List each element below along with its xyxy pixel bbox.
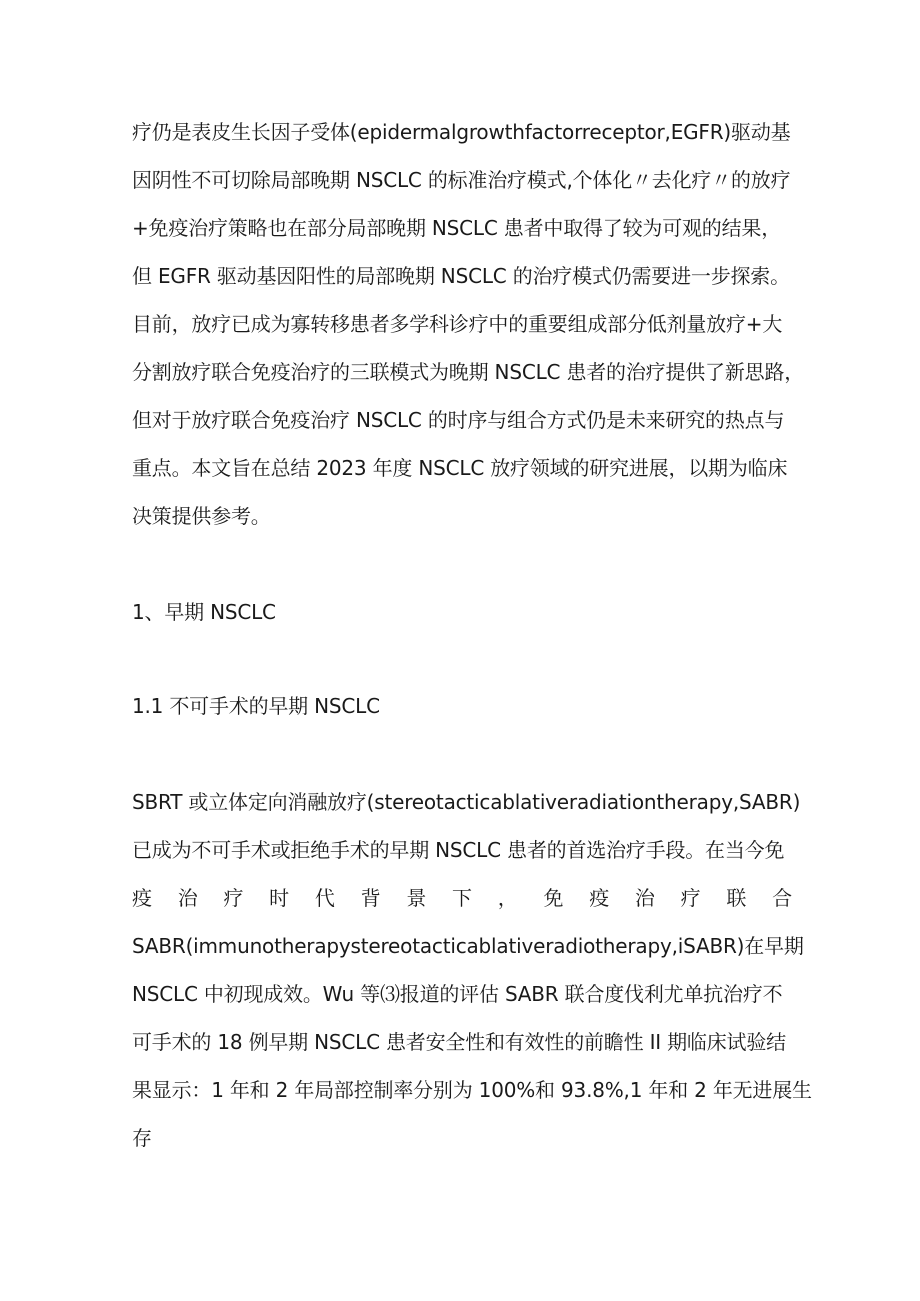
paragraph-line: 可手术的 18 例早期 NSCLC 患者安全性和有效性的前瞻性 II 期临床试验结 (132, 1030, 786, 1054)
justified-word: 疫 (132, 886, 152, 910)
justified-word: 联 (726, 886, 747, 910)
justified-word: 疫 (589, 886, 609, 910)
justified-word: 时 (269, 886, 289, 910)
paragraph-line: 因阴性不可切除局部晚期 NSCLC 的标准治疗模式,个体化〃去化疗〃的放疗 (132, 168, 791, 192)
paragraph-line: NSCLC 中初现成效。Wu 等⑶报道的评估 SABR 联合度伐利尤单抗治疗不 (132, 982, 783, 1006)
paragraph-line: 存 (132, 1126, 152, 1150)
paragraph-line: 疗仍是表皮生长因子受体(epidermalgrowthfactorreceptor,EGFR)驱动基 (132, 120, 791, 144)
justified-word: 合 (772, 886, 792, 910)
justified-word: 疗 (223, 886, 244, 910)
justified-word: 下 (452, 886, 472, 910)
justified-paragraph-line (132, 881, 792, 915)
paragraph-line: SBRT 或立体定向消融放疗(stereotacticablativeradiationtherapy,SABR) (132, 790, 801, 814)
paragraph-line: SABR(immunotherapystereotacticablativeradiotherapy,iSABR)在早期 (132, 934, 804, 958)
justified-word: 景 (406, 886, 427, 910)
justified-word: 免 (543, 886, 564, 910)
justified-word: ， (497, 886, 518, 910)
paragraph-line: 重点。本文旨在总结 2023 年度 NSCLC 放疗领域的研究进展，以期为临床 (132, 456, 788, 480)
paragraph-line: 决策提供参考。 (132, 504, 271, 528)
paragraph-line: 但 EGFR 驱动基因阳性的局部晚期 NSCLC 的治疗模式仍需要进一步探索。 (132, 264, 790, 288)
paragraph-line: 目前，放疗已成为寡转移患者多学科诊疗中的重要组成部分低剂量放疗+大 (132, 312, 783, 336)
subsection-heading: 1.1 不可手术的早期 NSCLC (132, 694, 380, 718)
justified-word: 治 (177, 886, 198, 910)
paragraph-line: 但对于放疗联合免疫治疗 NSCLC 的时序与组合方式仍是未来研究的热点与 (132, 408, 785, 432)
justified-word: 背 (360, 886, 381, 910)
justified-word: 代 (314, 886, 335, 910)
section-heading: 1、早期 NSCLC (132, 600, 276, 624)
justified-word: 疗 (680, 886, 701, 910)
paragraph-line: +免疫治疗策略也在部分局部晚期 NSCLC 患者中取得了较为可观的结果， (132, 216, 782, 240)
paragraph-line: 果显示：1 年和 2 年局部控制率分别为 100%和 93.8%,1 年和 2 年无进展生 (132, 1078, 812, 1102)
justified-word: 治 (634, 886, 655, 910)
paragraph-line: 已成为不可手术或拒绝手术的早期 NSCLC 患者的首选治疗手段。在当今免 (132, 838, 785, 862)
paragraph-line: 分割放疗联合免疫治疗的三联模式为晚期 NSCLC 患者的治疗提供了新思路， (132, 360, 805, 384)
